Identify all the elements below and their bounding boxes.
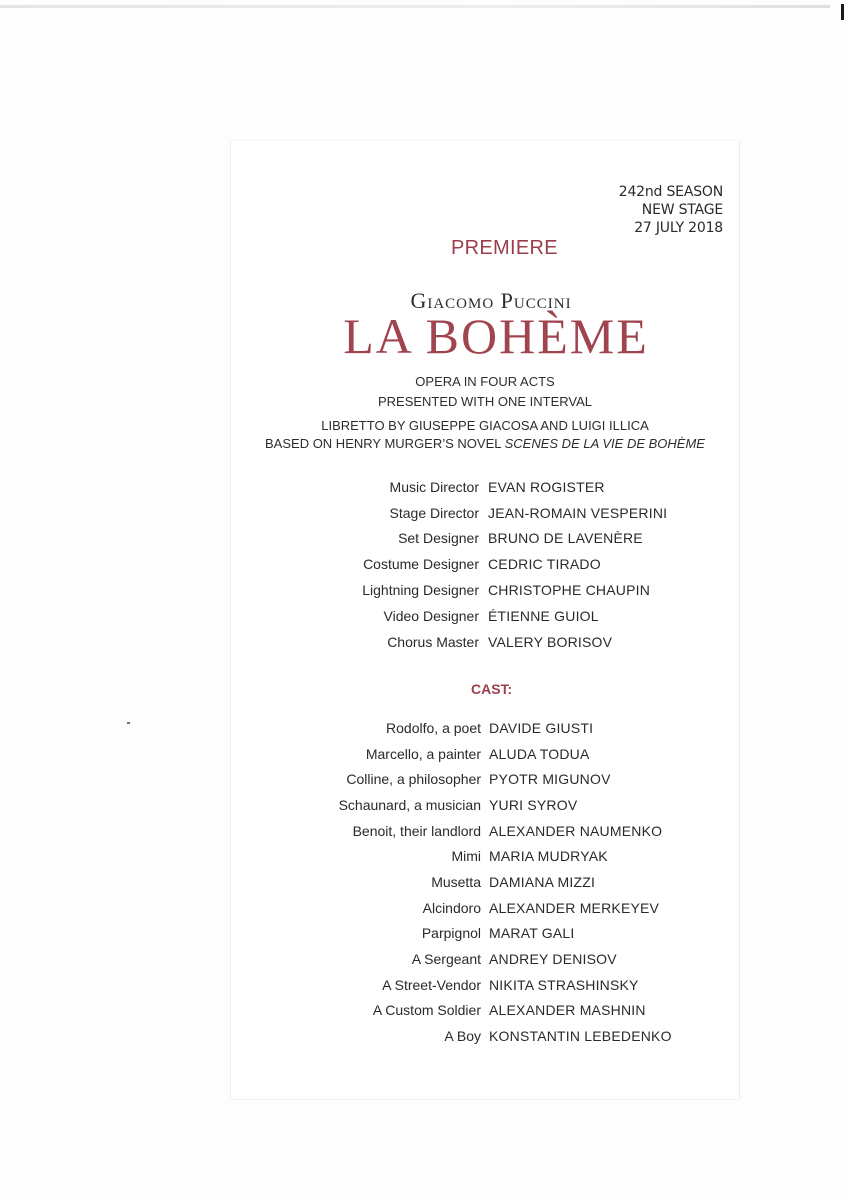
cast-role: A Boy bbox=[444, 1028, 481, 1045]
cast-row bbox=[231, 843, 739, 869]
cast-name: YURI SYROV bbox=[489, 796, 578, 813]
credit-row bbox=[231, 551, 739, 577]
cast-row bbox=[231, 792, 739, 818]
composer-name: Giacomo Puccini bbox=[410, 288, 572, 313]
credit-role: Lightning Designer bbox=[362, 582, 479, 599]
credit-name: CEDRIC TIRADO bbox=[488, 556, 601, 573]
cast-row bbox=[231, 946, 739, 972]
cast-list bbox=[231, 715, 739, 1049]
cast-row bbox=[231, 766, 739, 792]
cast-role: A Sergeant bbox=[411, 951, 481, 968]
cast-role: Schaunard, a musician bbox=[338, 796, 481, 813]
cast-name: PYOTR MIGUNOV bbox=[489, 771, 611, 788]
credit-row bbox=[231, 603, 739, 629]
credit-name: EVAN ROGISTER bbox=[488, 478, 605, 495]
credit-name: JEAN-ROMAIN VESPERINI bbox=[488, 504, 668, 521]
cast-row bbox=[231, 741, 739, 767]
premiere-label: PREMIERE bbox=[451, 237, 558, 259]
creative-team bbox=[231, 474, 739, 655]
scan-edge-mark bbox=[841, 4, 844, 20]
performance-date: 27 JULY 2018 bbox=[634, 220, 723, 236]
interval-note: PRESENTED WITH ONE INTERVAL bbox=[377, 394, 593, 409]
credit-name: BRUNO DE LAVENÈRE bbox=[488, 530, 643, 547]
cast-name: ALEXANDER MERKEYEV bbox=[489, 899, 660, 916]
credit-row bbox=[231, 526, 739, 552]
credit-role: Set Designer bbox=[398, 530, 479, 547]
cast-role: Mimi bbox=[451, 848, 481, 865]
cast-role: Colline, a philosopher bbox=[346, 771, 481, 788]
season-number: 242nd SEASON bbox=[618, 184, 723, 200]
source-novel bbox=[231, 435, 739, 453]
credit-row bbox=[231, 629, 739, 655]
credit-name: VALERY BORISOV bbox=[488, 633, 613, 650]
cast-role: Benoit, their landlord bbox=[352, 822, 481, 839]
credit-row bbox=[231, 474, 739, 500]
opera-description: OPERA IN FOUR ACTS bbox=[415, 374, 555, 389]
cast-name: DAMIANA MIZZI bbox=[489, 873, 596, 890]
credit-role: Video Designer bbox=[383, 607, 479, 624]
credit-name: ÉTIENNE GUIOL bbox=[488, 607, 599, 624]
scan-edge-top bbox=[0, 5, 830, 8]
cast-name: DAVIDE GIUSTI bbox=[489, 719, 594, 736]
cast-row bbox=[231, 1023, 739, 1049]
source-novel-title: SCENES DE LA VIE DE BOHÈME bbox=[504, 436, 705, 451]
credit-role: Chorus Master bbox=[387, 633, 479, 650]
libretto-credit: LIBRETTO BY GIUSEPPE GIACOSA AND LUIGI ILLICA bbox=[321, 418, 649, 433]
cast-row bbox=[231, 818, 739, 844]
cast-row bbox=[231, 895, 739, 921]
credit-row bbox=[231, 577, 739, 603]
cast-row bbox=[231, 998, 739, 1024]
credit-row bbox=[231, 500, 739, 526]
program-page bbox=[230, 140, 740, 1100]
cast-role: Rodolfo, a poet bbox=[386, 719, 481, 736]
cast-role: Parpignol bbox=[421, 925, 481, 942]
source-novel-prefix: BASED ON HENRY MURGER’S NOVEL bbox=[265, 436, 505, 451]
stage-name: NEW STAGE bbox=[641, 202, 723, 218]
cast-role: Musetta bbox=[431, 873, 481, 890]
cast-heading: CAST: bbox=[471, 681, 513, 697]
credit-name: CHRISTOPHE CHAUPIN bbox=[488, 582, 651, 599]
credit-role: Stage Director bbox=[389, 504, 479, 521]
cast-role: A Custom Soldier bbox=[372, 1002, 481, 1019]
cast-name: MARIA MUDRYAK bbox=[489, 848, 608, 865]
opera-title: LA BOHÈME bbox=[343, 308, 649, 364]
credit-role: Costume Designer bbox=[363, 556, 479, 573]
season-info bbox=[619, 183, 723, 237]
cast-name: ALEXANDER NAUMENKO bbox=[489, 822, 663, 839]
cast-row bbox=[231, 869, 739, 895]
credit-role: Music Director bbox=[389, 478, 479, 495]
cast-name: ANDREY DENISOV bbox=[489, 951, 617, 968]
cast-name: KONSTANTIN LEBEDENKO bbox=[489, 1028, 672, 1045]
cast-row bbox=[231, 921, 739, 947]
cast-role: Marcello, a painter bbox=[365, 745, 481, 762]
cast-row bbox=[231, 972, 739, 998]
scan-speck bbox=[127, 722, 130, 724]
cast-role: Alcindoro bbox=[422, 899, 481, 916]
cast-name: ALUDA TODUA bbox=[489, 745, 590, 762]
cast-role: A Street-Vendor bbox=[382, 976, 481, 993]
cast-name: NIKITA STRASHINSKY bbox=[489, 976, 639, 993]
cast-row bbox=[231, 715, 739, 741]
cast-name: ALEXANDER MASHNIN bbox=[489, 1002, 646, 1019]
cast-name: MARAT GALI bbox=[489, 925, 575, 942]
